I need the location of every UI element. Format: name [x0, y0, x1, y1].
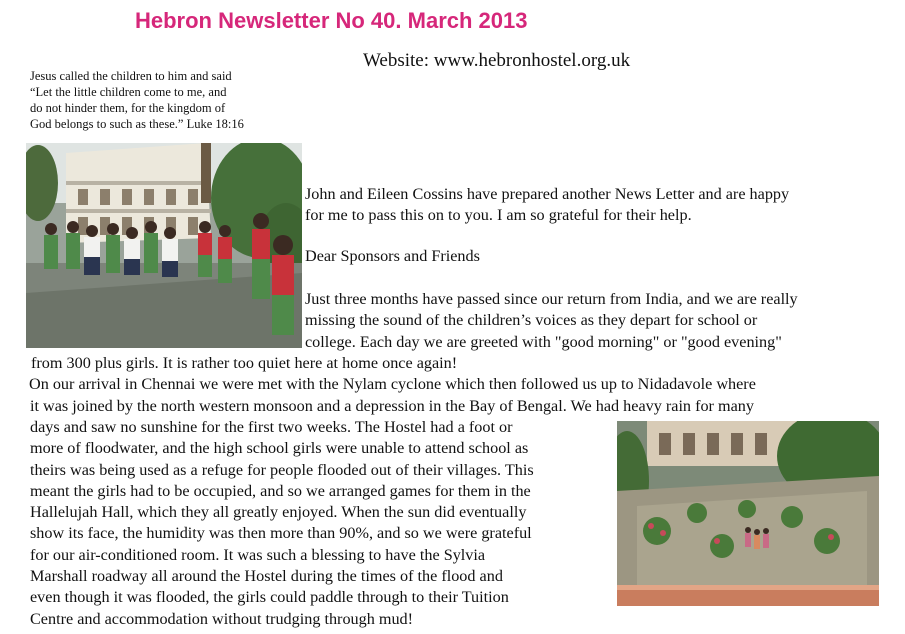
website-text: Website: www.hebronhostel.org.uk [363, 50, 631, 71]
text-line: meant the girls had to be occupied, and so we arranged games for them in the [30, 481, 531, 500]
quote-line: Jesus called the children to him and said [30, 69, 232, 83]
bible-quote [30, 68, 300, 132]
text-line: college. Each day we are greeted with "good morning" or "good evening" [305, 332, 782, 351]
salutation: Dear Sponsors and Friends [305, 247, 480, 265]
text-line: Marshall roadway all around the Hostel during the times of the flood and [30, 567, 503, 586]
text-line: for me to pass this on to you. I am so grateful for their help. [305, 206, 692, 225]
text-line: more of floodwater, and the high school girls were unable to attend school as [30, 439, 529, 458]
quote-line: do not hinder them, for the kingdom of [30, 101, 226, 115]
text-line: even though it was flooded, the girls could paddle through to their Tuition [30, 588, 509, 607]
intro-paragraph [305, 184, 789, 227]
text-line: On our arrival in Chennai we were met with the Nylam cyclone which then followed us up to Nidadavole where [29, 375, 756, 394]
quote-line: “Let the little children come to me, and [30, 85, 227, 99]
text-line: it was joined by the north western monsoon and a depression in the Bay of Bengal. We had heavy rain for many [30, 396, 754, 415]
text-line: Hallelujah Hall, which they all greatly enjoyed. When the sun did eventually [30, 503, 527, 522]
text-line: missing the sound of the children’s voices as they depart for school or [305, 311, 758, 330]
text-line: theirs was being used as a refuge for people flooded out of their villages. This [30, 460, 534, 479]
quote-line: God belongs to such as these.” Luke 18:16 [30, 117, 244, 131]
flood-photo [617, 421, 879, 606]
paragraph-1-continued [30, 353, 756, 417]
text-line: from 300 plus girls. It is rather too quiet here at home once again! [31, 354, 458, 372]
text-line: days and saw no sunshine for the first two weeks. The Hostel had a foot or [30, 418, 513, 436]
paragraph-1-wrapped [305, 289, 798, 353]
newsletter-title: Hebron Newsletter No 40. March 2013 [135, 8, 528, 33]
text-line: show its face, the humidity was then more than 90%, and so we were grateful [30, 524, 532, 543]
text-line: Centre and accommodation without trudging through mud! [30, 609, 414, 628]
children-photo [26, 143, 302, 348]
text-line: John and Eileen Cossins have prepared another News Letter and are happy [305, 185, 790, 203]
text-line: Just three months have passed since our return from India, and we are really [305, 290, 798, 308]
paragraph-2 [30, 417, 534, 630]
text-line: for our air-conditioned room. It was such a blessing to have the Sylvia [30, 545, 486, 564]
